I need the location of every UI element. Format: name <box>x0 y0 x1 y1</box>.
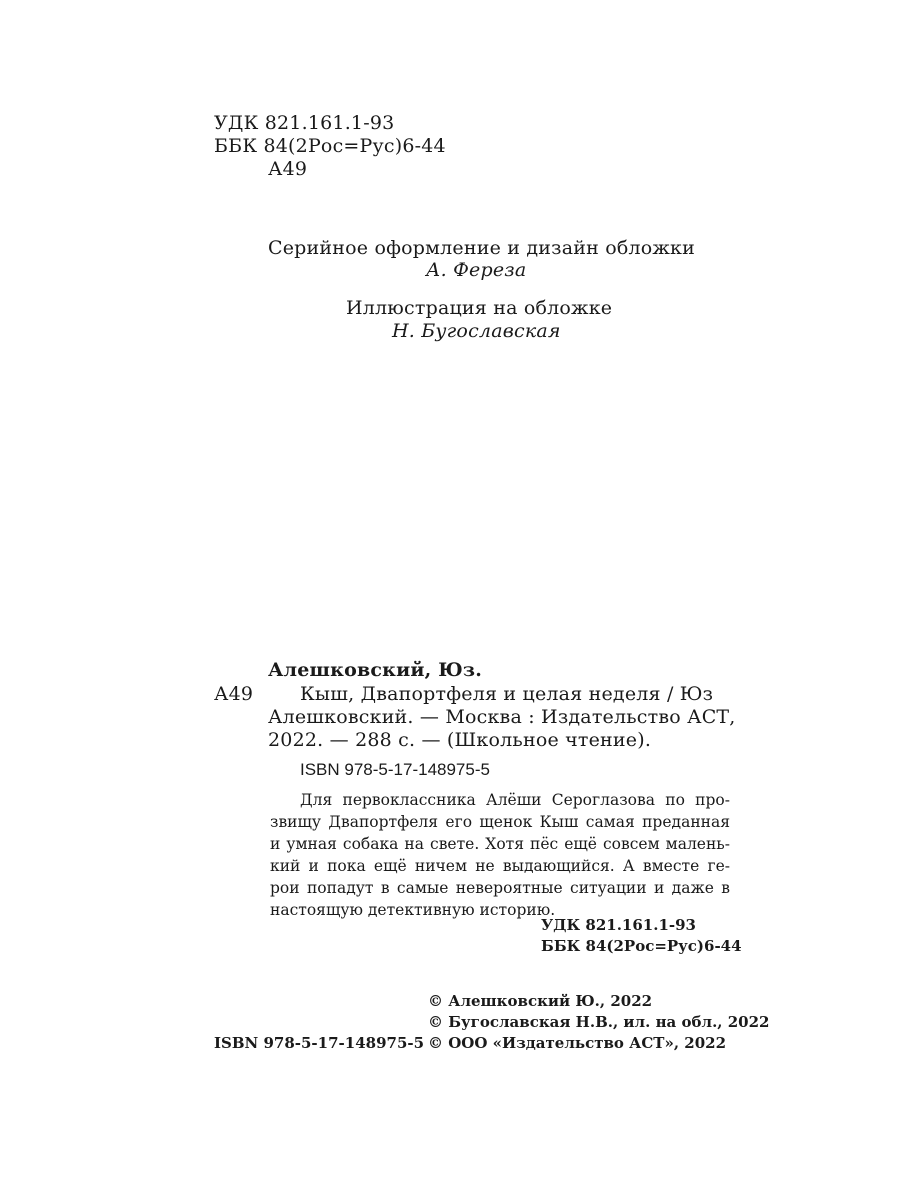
copyright-line: © ООО «Издательство АСТ», 2022 <box>428 1034 727 1052</box>
annotation-line: Для первоклассника Алёши Сероглазова по про- <box>300 791 730 809</box>
catalog-description-line: 2022. — 288 с. — (Школьное чтение). <box>268 729 652 751</box>
annotation-line: и умная собака на свете. Хотя пёс ещё совсем малень- <box>270 835 730 853</box>
udk-code: УДК 821.161.1-93 <box>214 112 395 134</box>
annotation <box>270 789 730 921</box>
copyright-line: © Алешковский Ю., 2022 <box>428 992 653 1010</box>
series-design-name: А. Фереза <box>426 259 527 281</box>
illustration-name: Н. Бугославская <box>392 320 561 342</box>
catalog-code: А49 <box>214 683 254 705</box>
footer-isbn: ISBN 978-5-17-148975-5 <box>214 1034 425 1052</box>
annotation-line: звищу Двапортфеля его щенок Кыш самая преданная <box>270 813 730 831</box>
catalog-description-line: Кыш, Двапортфеля и целая неделя / Юз <box>300 683 714 705</box>
catalog-isbn: ISBN 978-5-17-148975-5 <box>300 760 490 779</box>
annotation-line: рои попадут в самые невероятные ситуации и даже в <box>270 879 730 897</box>
catalog-udk: УДК 821.161.1-93 <box>541 916 696 934</box>
catalog-description-line: Алешковский. — Москва : Издательство АСТ, <box>268 706 736 728</box>
illustration-label: Иллюстрация на обложке <box>346 297 613 319</box>
bbk-code: ББК 84(2Рос=Рус)6-44 <box>214 135 446 157</box>
catalog-author: Алешковский, Юз. <box>268 659 483 681</box>
annotation-line: кий и пока ещё ничем не выдающийся. А вместе ге- <box>270 857 730 875</box>
series-design-label: Серийное оформление и дизайн обложки <box>268 237 695 259</box>
catalog-bbk: ББК 84(2Рос=Рус)6-44 <box>541 937 742 955</box>
annotation-line: настоящую детективную историю. <box>270 901 556 919</box>
author-mark-code: А49 <box>268 158 308 180</box>
copyright-line: © Бугославская Н.В., ил. на обл., 2022 <box>428 1013 770 1031</box>
